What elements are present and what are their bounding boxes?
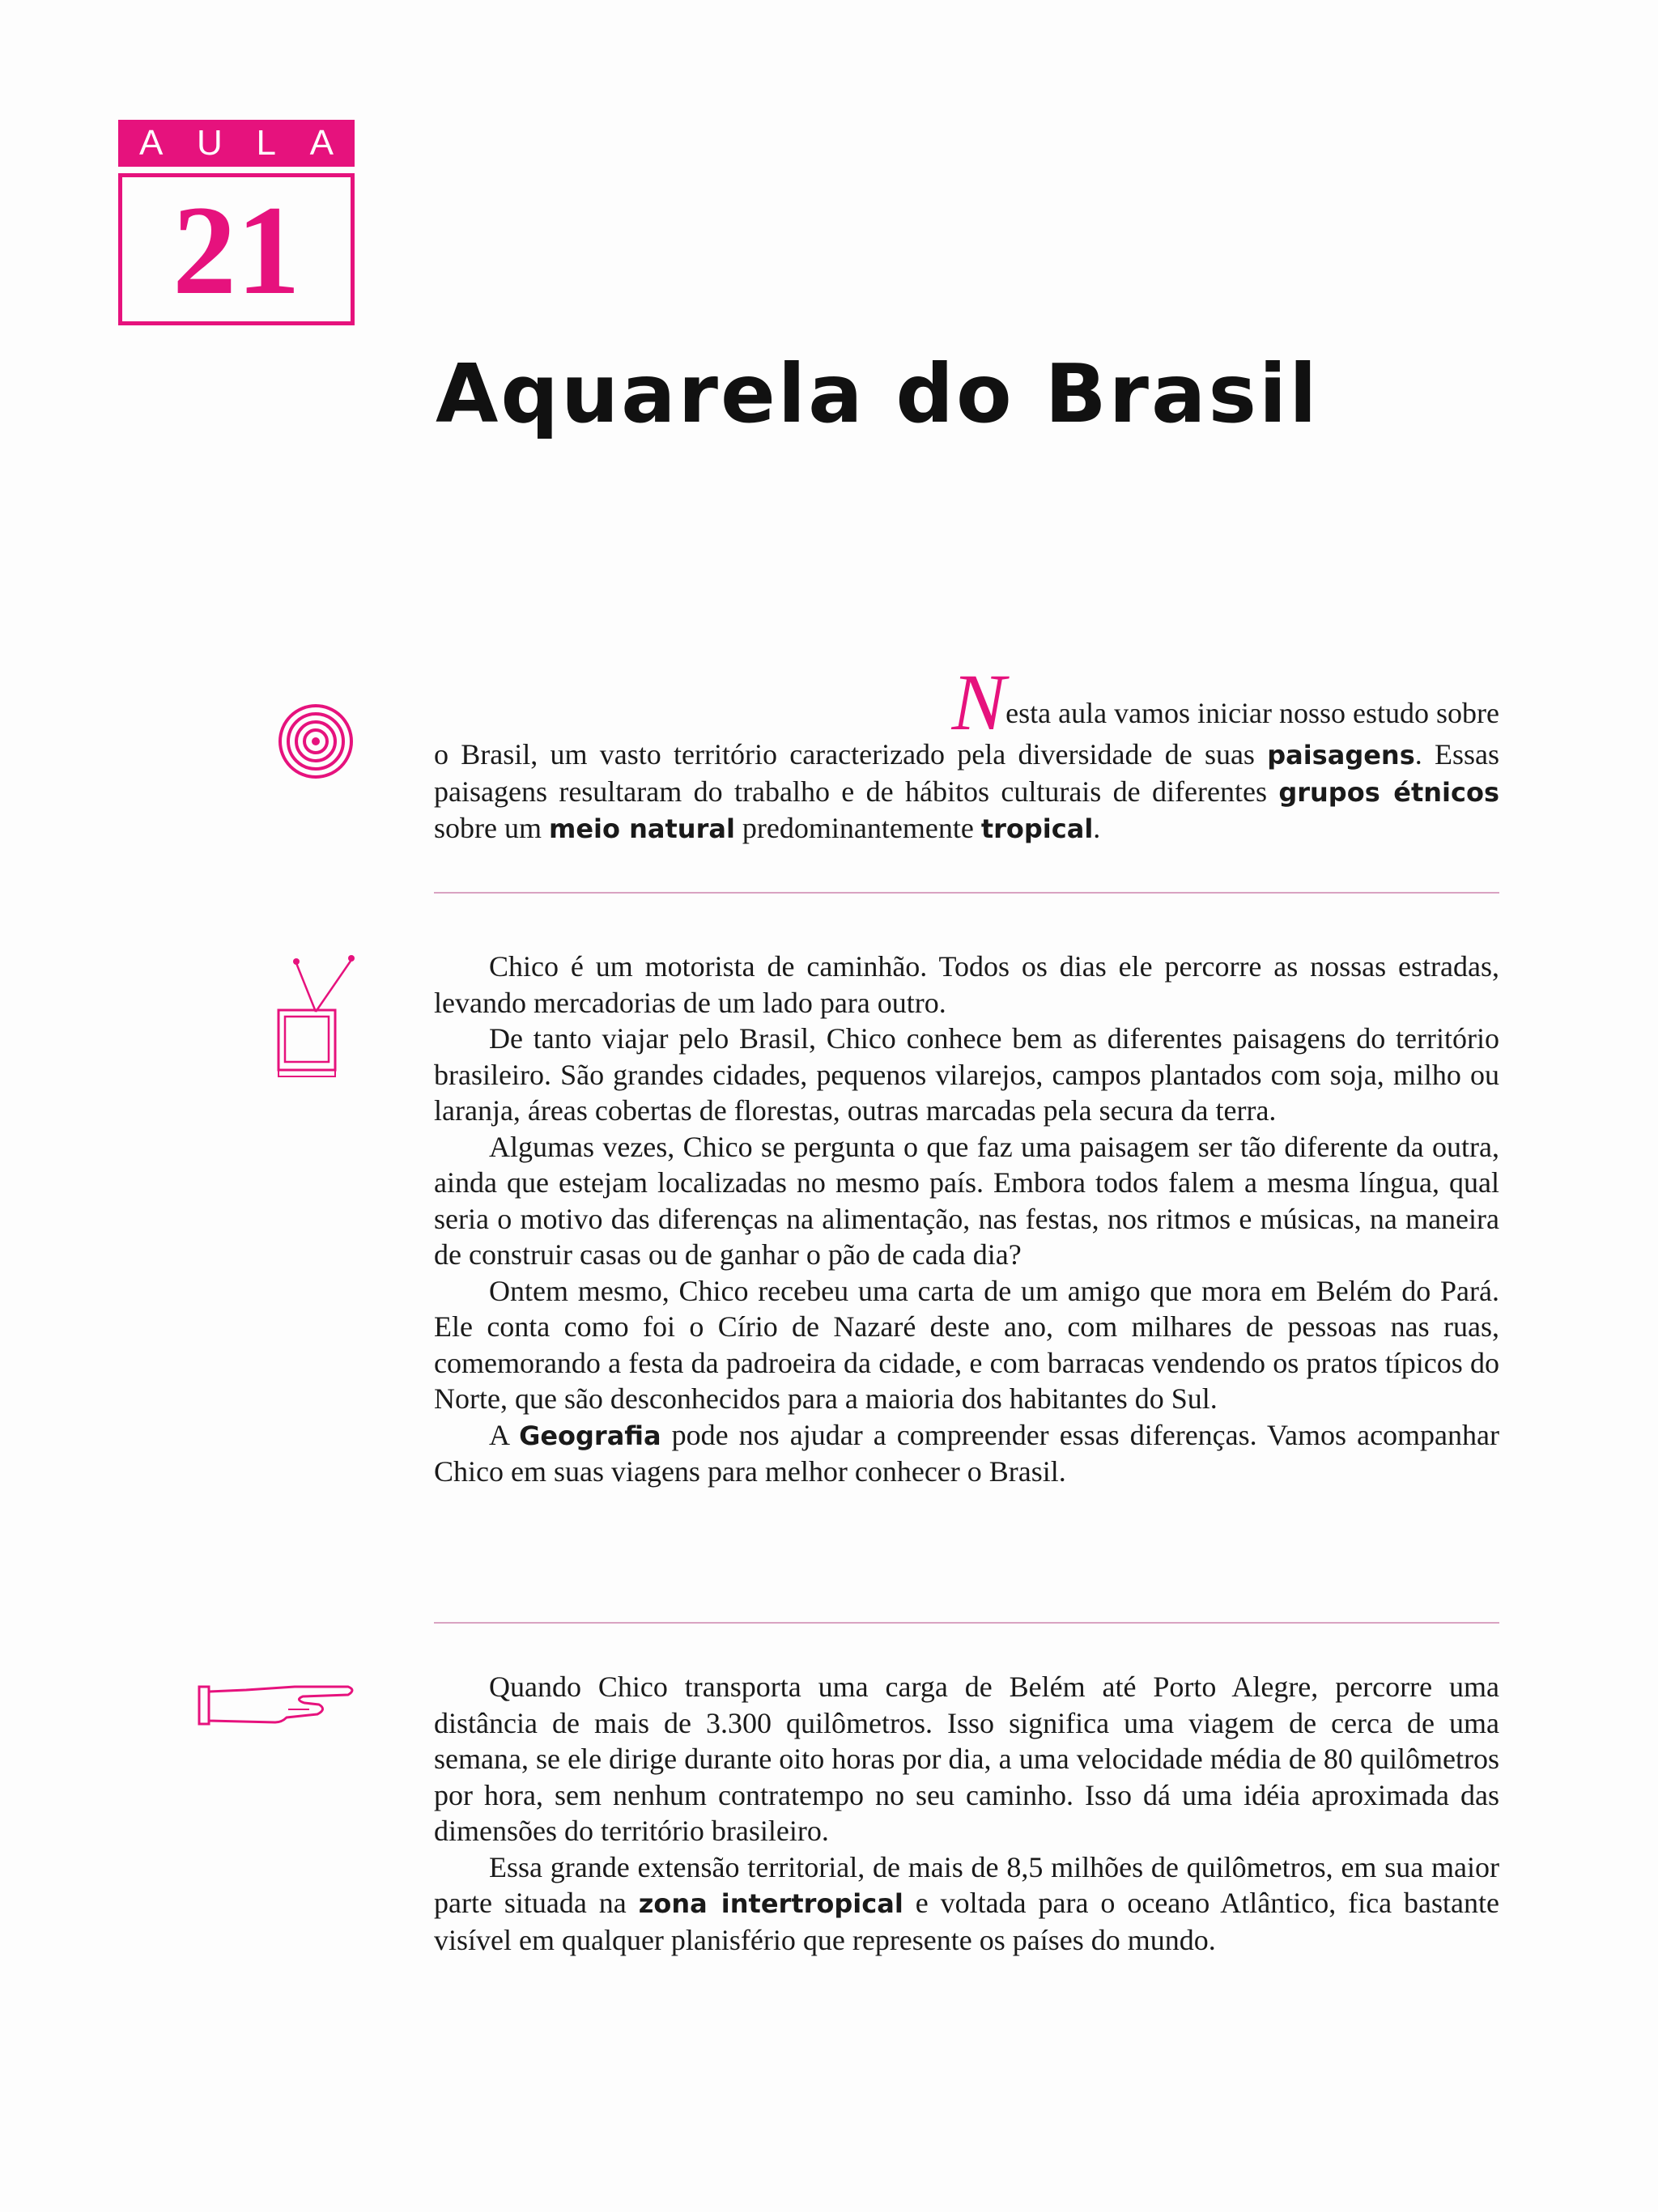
lesson-badge [118, 120, 355, 325]
key-term: meio natural [548, 813, 735, 844]
text-run: sobre um [434, 812, 549, 844]
lesson-label-letter: L [256, 123, 276, 163]
intro-paragraph [434, 737, 1499, 847]
lesson-label-letter: U [197, 123, 223, 163]
tv-icon [272, 952, 359, 1081]
text-run: pode nos ajudar a compreender essas diferenças. Vamos acompanhar Chico em suas viagens para melhor conhecer o Brasil. [434, 1418, 1499, 1488]
section-divider [434, 1622, 1499, 1624]
text-run: e voltada para o oceano Atlântico, fica bastante visível em qualquer planisfério que represente os países do mundo. [434, 1887, 1500, 1956]
paragraph: De tanto viajar pelo Brasil, Chico conhece bem as diferentes paisagens do território brasileiro. São grandes cidades, pequenos vilarejos, campos plantados com soja, milho ou laranja, áreas cobertas de florestas, outras marcadas pela secura da terra. [434, 1022, 1499, 1127]
lesson-number: 21 [172, 180, 300, 321]
key-term: tropical [980, 813, 1094, 844]
text-run: predominantemente [734, 812, 981, 844]
paragraph: Quando Chico transporta uma carga de Belém até Porto Alegre, percorre uma distância de mais de 3.300 quilômetros. Isso significa uma viagem de cerca de uma semana, se ele dirige durante oito horas por dia, a uma velocidade média de 80 quilômetros por hora, sem nenhum contratempo no seu caminho. Isso dá uma idéia aproximada das dimensões do território brasileiro. [434, 1671, 1499, 1847]
lesson-label [118, 120, 355, 167]
target-icon [277, 703, 355, 780]
key-term: Geografia [519, 1420, 661, 1451]
drop-cap: N [951, 657, 1006, 747]
key-term: grupos étnicos [1278, 776, 1499, 808]
situation-section [434, 949, 1499, 1490]
text-run: . Essas paisagens resultaram do trabalho e de hábitos culturais de diferentes [434, 738, 1500, 808]
paragraph: Ontem mesmo, Chico recebeu uma carta de um amigo que mora em Belém do Pará. Ele conta como foi o Círio de Nazaré deste ano, com milhares de pessoas nas ruas, comemorando a festa da padroeira da cidade, e com barracas vendendo os pratos típicos do Norte, que são desconhecidos para a maioria dos habitantes do Sul. [434, 1274, 1499, 1415]
lesson-label-letter: A [309, 123, 334, 163]
text-run: Essa grande extensão territorial, de mais de 8,5 milhões de quilômetros, em sua maior parte situada na [434, 1850, 1499, 1919]
pointing-hand-icon [198, 1682, 356, 1730]
paragraph: Algumas vezes, Chico se pergunta o que faz uma paisagem ser tão diferente da outra, ainda que estejam localizadas no mesmo país. Embora todos falem a mesma língua, qual seria o motivo das diferenças na alimentação, nas festas, nos ritmos e músicas, na maneira de construir casas ou de ganhar o pão de cada dia? [434, 1130, 1499, 1271]
key-term: paisagens [1267, 740, 1415, 771]
paragraph [434, 1417, 1499, 1490]
key-term: zona intertropical [638, 1888, 903, 1919]
lesson-number-box [118, 173, 355, 325]
text-run: A [489, 1418, 520, 1451]
content-section [434, 1669, 1499, 1958]
paragraph [434, 1849, 1499, 1959]
text-run: o Brasil, um vasto território caracterizado pela diversidade de suas [434, 738, 1268, 771]
paragraph: Chico é um motorista de caminhão. Todos os dias ele percorre as nossas estradas, levando mercadorias de um lado para outro. [434, 950, 1499, 1019]
intro-first-line-text: esta aula vamos iniciar nosso estudo sobre [1005, 697, 1499, 729]
section-divider [434, 892, 1499, 894]
intro-first-line [434, 656, 1499, 747]
text-run: . [1093, 812, 1101, 844]
page-title: Aquarela do Brasil [436, 346, 1320, 441]
lesson-label-letter: A [139, 123, 164, 163]
intro-section [434, 656, 1499, 847]
